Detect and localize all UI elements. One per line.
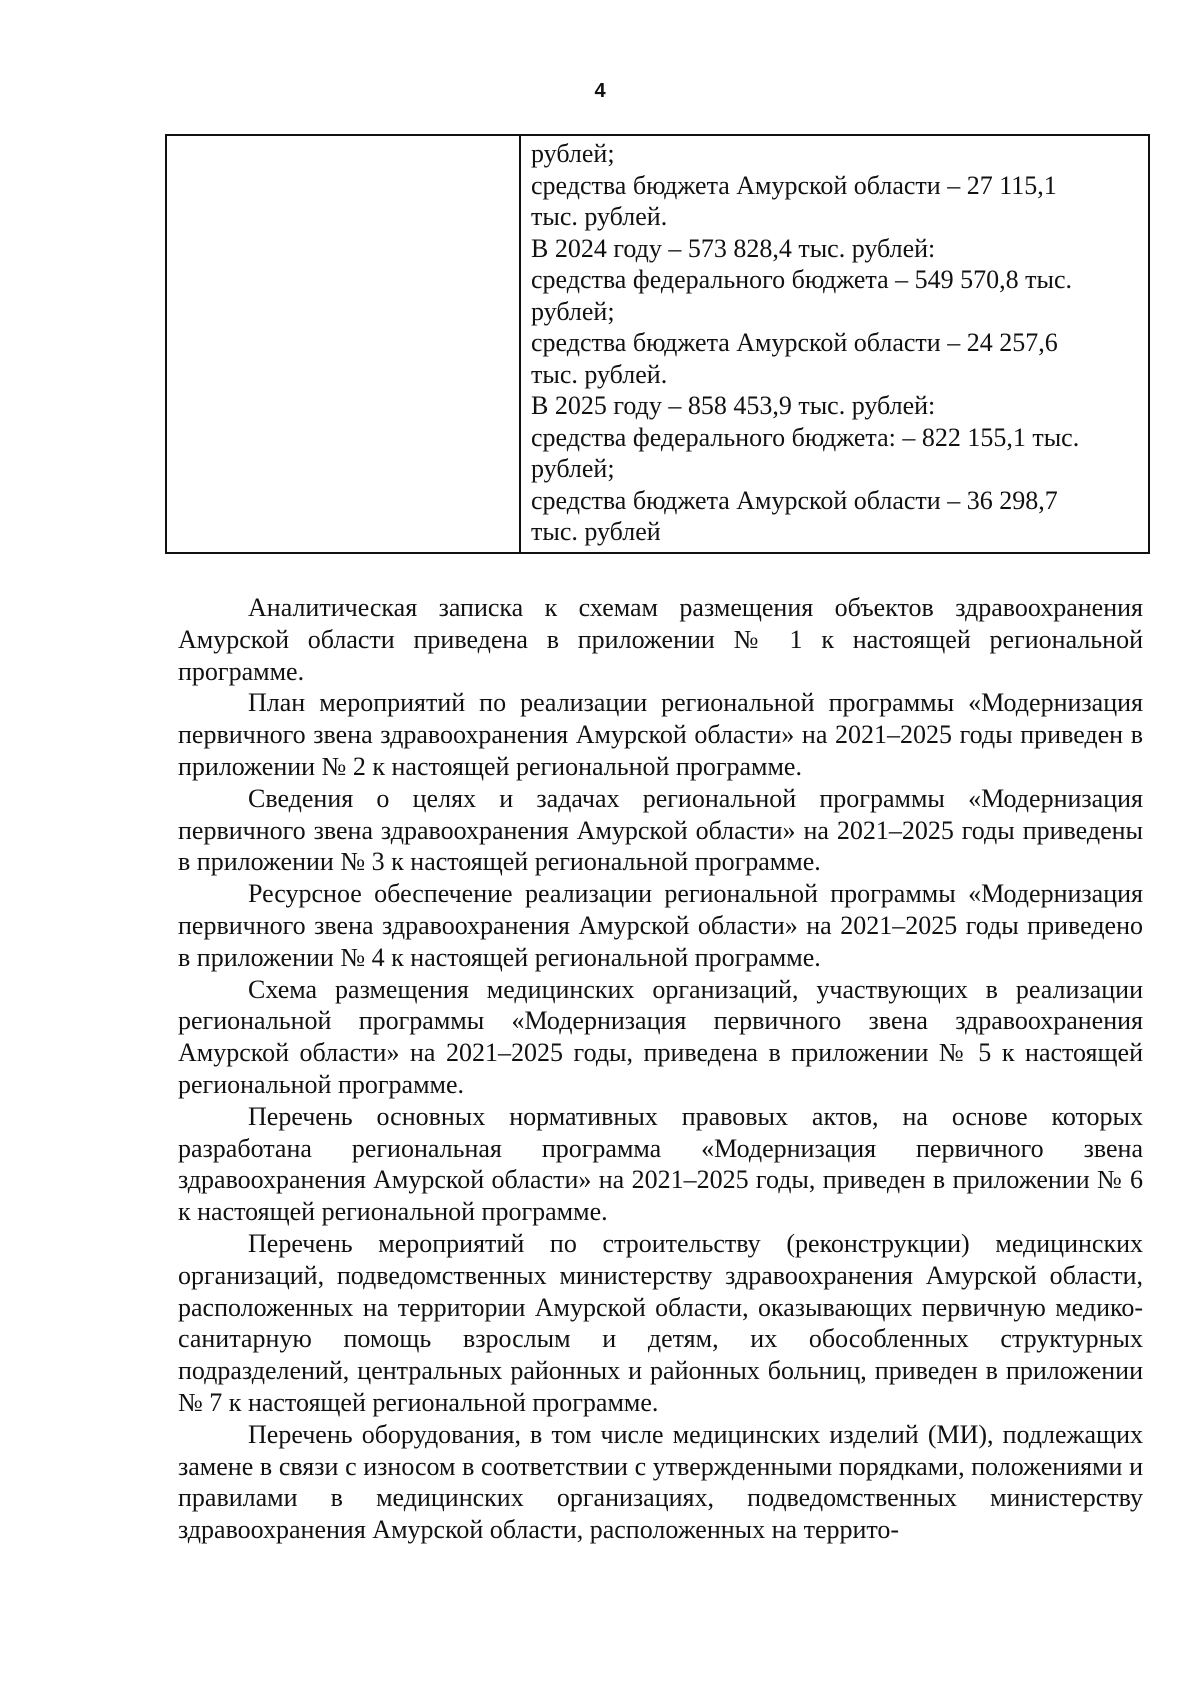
funding-table-row (166, 135, 1149, 553)
funding-line: средства бюджета Амурской области – 27 115,1 (531, 170, 1057, 200)
paragraph-legal-acts: Перечень основных нормативных правовых актов, на основе которых разработана региональная программа «Модернизация первичного звена здравоохранения Амурской области» на 2021–2025 годы, приведен в приложении № 6 к настоящей региональной программе. (178, 1101, 1143, 1227)
paragraph-equipment-list: Перечень оборудования, в том числе медицинских изделий (МИ), подлежащих замене в связи с износом в соответствии с утвержденными порядками, положениями и правилами в медицинских организациях, подведомственных министерству здравоохранения Амурской области, расположенных на террито- (178, 1419, 1143, 1545)
funding-table-empty-cell (166, 135, 520, 553)
document-body (178, 592, 1143, 1546)
funding-details-cell (520, 135, 1149, 553)
funding-line: тыс. рублей. (531, 202, 668, 231)
paragraph-placement-scheme: Схема размещения медицинских организаций, участвующих в реализации региональной программы «Модернизация первичного звена здравоохранения Амурской области» на 2021–2025 годы, приведена в приложении № 5 к настоящей региональной программе. (178, 974, 1143, 1099)
funding-line: В 2025 году – 858 453,9 тыс. рублей: (531, 391, 936, 420)
funding-line: В 2024 году – 573 828,4 тыс. рублей: (531, 233, 936, 263)
funding-line: средства бюджета Амурской области – 36 298,7 (531, 485, 1058, 515)
funding-table (165, 134, 1150, 554)
funding-line: средства федерального бюджета – 549 570,8 тыс. (531, 265, 1072, 294)
paragraph-construction-list: Перечень мероприятий по строительству (реконструкции) медицинских организаций, подведомственных министерству здравоохранения Амурской области, расположенных на территории Амурской области, оказывающих первичную медико-санитарную помощь взрослым и детям, их обособленных структурных подразделений, центральных районных и районных больниц, приведен в приложении № 7 к настоящей региональной программе. (178, 1228, 1143, 1417)
paragraph-analytical-note: Аналитическая записка к схемам размещения объектов здравоохранения Амурской области приведена в приложении № 1 к настоящей региональной программе. (178, 593, 1143, 686)
funding-line: рублей; (531, 296, 615, 326)
funding-line: средства федерального бюджета: – 822 155,1 тыс. (531, 422, 1080, 452)
paragraph-goals-tasks: Сведения о целях и задачах региональной программы «Модернизация первичного звена здравоохранения Амурской области» на 2021–2025 годы приведены в приложении № 3 к настоящей региональной программе. (178, 783, 1143, 877)
funding-line: средства бюджета Амурской области – 24 257,6 (531, 328, 1058, 357)
paragraph-resource-support: Ресурсное обеспечение реализации региональной программы «Модернизация первичного звена здравоохранения Амурской области» на 2021–2025 годы приведено в приложении № 4 к настоящей региональной программе. (178, 879, 1143, 972)
funding-line: тыс. рублей (531, 517, 661, 546)
paragraph-action-plan: План мероприятий по реализации региональной программы «Модернизация первичного звена здравоохранения Амурской области» на 2021–2025 годы приведен в приложении № 2 к настоящей региональной программе. (178, 688, 1143, 781)
funding-line: рублей; (531, 139, 615, 168)
page-number: 4 (594, 80, 606, 102)
funding-line: тыс. рублей. (531, 359, 668, 389)
funding-line: рублей; (531, 454, 615, 483)
